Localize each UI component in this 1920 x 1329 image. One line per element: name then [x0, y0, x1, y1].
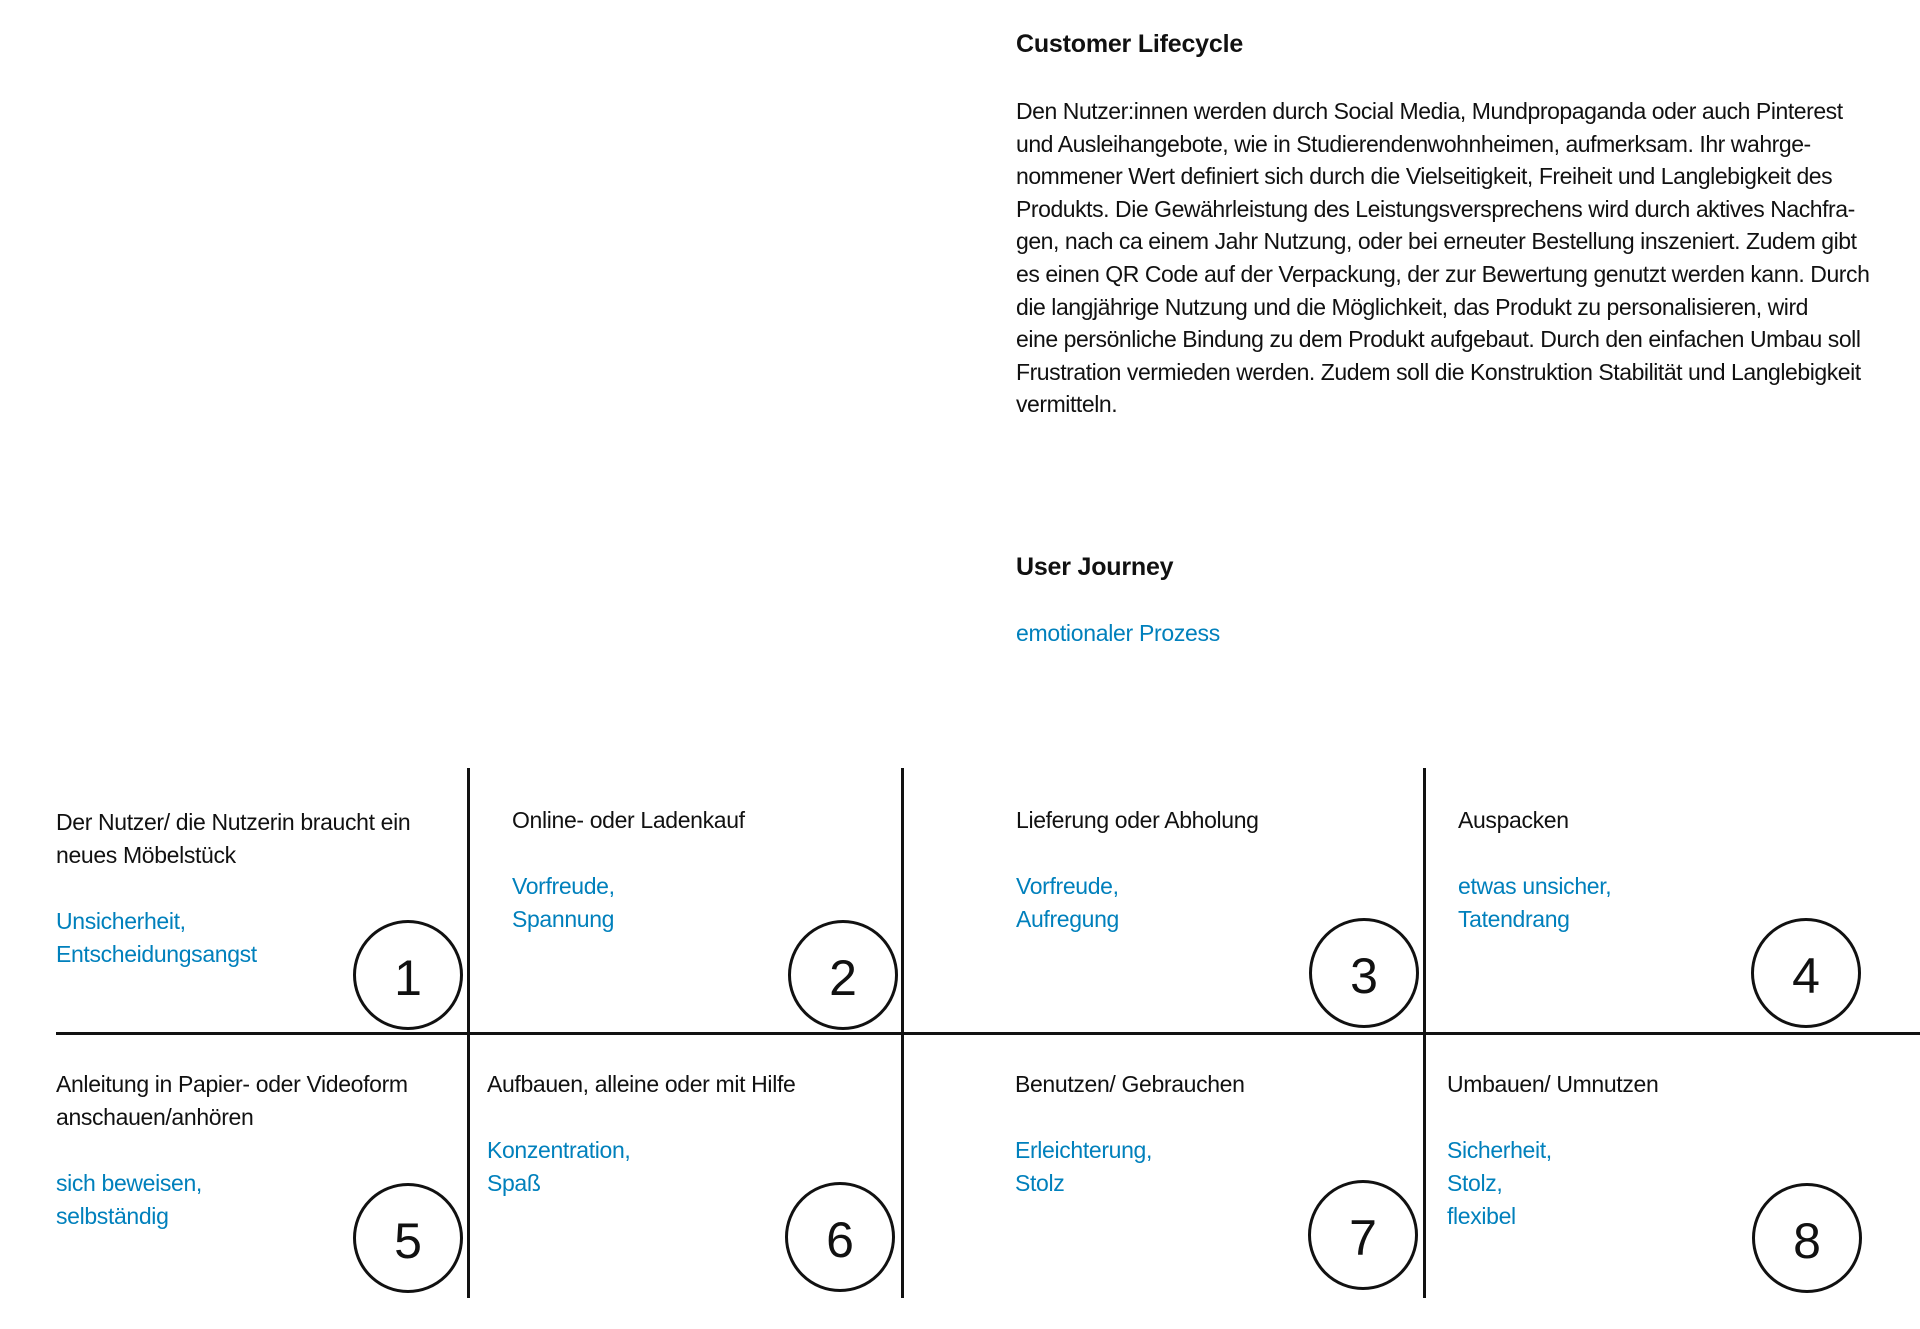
- step-title-line: Anleitung in Papier- oder Videoform: [56, 1071, 408, 1097]
- step-number-badge-5: 5: [353, 1183, 463, 1293]
- step-emotion-line: Tatendrang: [1458, 906, 1570, 932]
- step-title: [56, 1068, 408, 1134]
- step-emotion-line: Stolz: [1015, 1170, 1065, 1196]
- step-title-line: Auspacken: [1458, 807, 1569, 833]
- step-emotion-line: Spaß: [487, 1170, 541, 1196]
- step-emotion-line: Stolz,: [1447, 1170, 1503, 1196]
- lifecycle-text-line: vermitteln.: [1016, 391, 1118, 418]
- step-emotion-line: flexibel: [1447, 1203, 1516, 1229]
- journey-vertical-divider: [467, 768, 470, 1298]
- step-emotion: [1015, 1134, 1245, 1200]
- step-emotion-line: Unsicherheit,: [56, 908, 186, 934]
- step-emotion-line: Entscheidungsangst: [56, 941, 257, 967]
- step-title-line: Benutzen/ Gebrauchen: [1015, 1071, 1245, 1097]
- step-emotion-line: Sicherheit,: [1447, 1137, 1552, 1163]
- step-number-badge-3: 3: [1309, 918, 1419, 1028]
- user-journey-heading: User Journey: [1016, 553, 1174, 581]
- step-emotion-line: Erleichterung,: [1015, 1137, 1153, 1163]
- journey-vertical-divider: [901, 768, 904, 1298]
- step-title: [56, 806, 410, 872]
- step-emotion: [487, 1134, 795, 1200]
- step-emotion-line: Konzentration,: [487, 1137, 631, 1163]
- user-journey-subtitle: emotionaler Prozess: [1016, 620, 1220, 646]
- journey-horizontal-divider: [56, 1032, 1920, 1035]
- step-title-line: Aufbauen, alleine oder mit Hilfe: [487, 1071, 796, 1097]
- step-emotion: [1447, 1134, 1658, 1233]
- step-number-badge-4: 4: [1751, 918, 1861, 1028]
- step-title-line: Lieferung oder Abholung: [1016, 807, 1259, 833]
- step-title-line: Der Nutzer/ die Nutzerin braucht ein: [56, 809, 411, 835]
- step-title-line: Umbauen/ Umnutzen: [1447, 1071, 1659, 1097]
- step-emotion: [1458, 870, 1611, 936]
- step-emotion: [512, 870, 745, 936]
- step-emotion-line: Vorfreude,: [512, 873, 615, 899]
- step-number-badge-7: 7: [1308, 1180, 1418, 1290]
- step-emotion-line: etwas unsicher,: [1458, 873, 1612, 899]
- step-number-badge-1: 1: [353, 920, 463, 1030]
- lifecycle-text-line: eine persönliche Bindung zu dem Produkt aufgebaut. Durch den einfachen Umbau soll: [1016, 326, 1861, 353]
- lifecycle-text-line: es einen QR Code auf der Verpackung, der zur Bewertung genutzt werden kann. Durch: [1016, 260, 1870, 287]
- step-title-line: neues Möbelstück: [56, 842, 236, 868]
- lifecycle-text-line: und Ausleihangebote, wie in Studierendenwohnheimen, aufmerksam. Ihr wahrge-: [1016, 130, 1811, 157]
- step-emotion-line: sich beweisen,: [56, 1170, 202, 1196]
- step-title: [512, 804, 745, 837]
- journey-step-3: [1016, 804, 1259, 936]
- step-emotion-line: Vorfreude,: [1016, 873, 1119, 899]
- step-number-badge-8: 8: [1752, 1183, 1862, 1293]
- step-number-badge-2: 2: [788, 920, 898, 1030]
- step-title: [487, 1068, 795, 1101]
- step-title: [1447, 1068, 1658, 1101]
- journey-step-4: [1458, 804, 1611, 936]
- step-title: [1015, 1068, 1245, 1101]
- step-title-line: Online- oder Ladenkauf: [512, 807, 745, 833]
- lifecycle-text-line: gen, nach ca einem Jahr Nutzung, oder bei erneuter Bestellung inszeniert. Zudem gibt: [1016, 228, 1857, 255]
- step-emotion-line: selbständig: [56, 1203, 169, 1229]
- journey-step-7: [1015, 1068, 1245, 1200]
- step-number-badge-6: 6: [785, 1182, 895, 1292]
- lifecycle-text-line: nommener Wert definiert sich durch die Vielseitigkeit, Freiheit und Langlebigkeit des: [1016, 163, 1833, 190]
- journey-step-5: [56, 1068, 408, 1233]
- step-emotion-line: Spannung: [512, 906, 615, 932]
- journey-step-8: [1447, 1068, 1658, 1233]
- journey-vertical-divider: [1423, 768, 1426, 1298]
- lifecycle-text-line: Produkts. Die Gewährleistung des Leistungsversprechens wird durch aktives Nachfra-: [1016, 195, 1855, 222]
- journey-step-6: [487, 1068, 795, 1200]
- step-title: [1016, 804, 1259, 837]
- step-title: [1458, 804, 1611, 837]
- customer-lifecycle-text: [1016, 95, 1896, 421]
- lifecycle-text-line: die langjährige Nutzung und die Möglichkeit, das Produkt zu personalisieren, wird: [1016, 293, 1809, 320]
- customer-lifecycle-heading: Customer Lifecycle: [1016, 30, 1244, 58]
- journey-step-2: [512, 804, 745, 936]
- journey-step-1: [56, 806, 410, 971]
- lifecycle-text-line: Frustration vermieden werden. Zudem soll die Konstruktion Stabilität und Langlebigkeit: [1016, 358, 1861, 385]
- step-emotion-line: Aufregung: [1016, 906, 1119, 932]
- step-emotion: [1016, 870, 1259, 936]
- step-title-line: anschauen/anhören: [56, 1104, 254, 1130]
- lifecycle-text-line: Den Nutzer:innen werden durch Social Media, Mundpropaganda oder auch Pinterest: [1016, 98, 1843, 124]
